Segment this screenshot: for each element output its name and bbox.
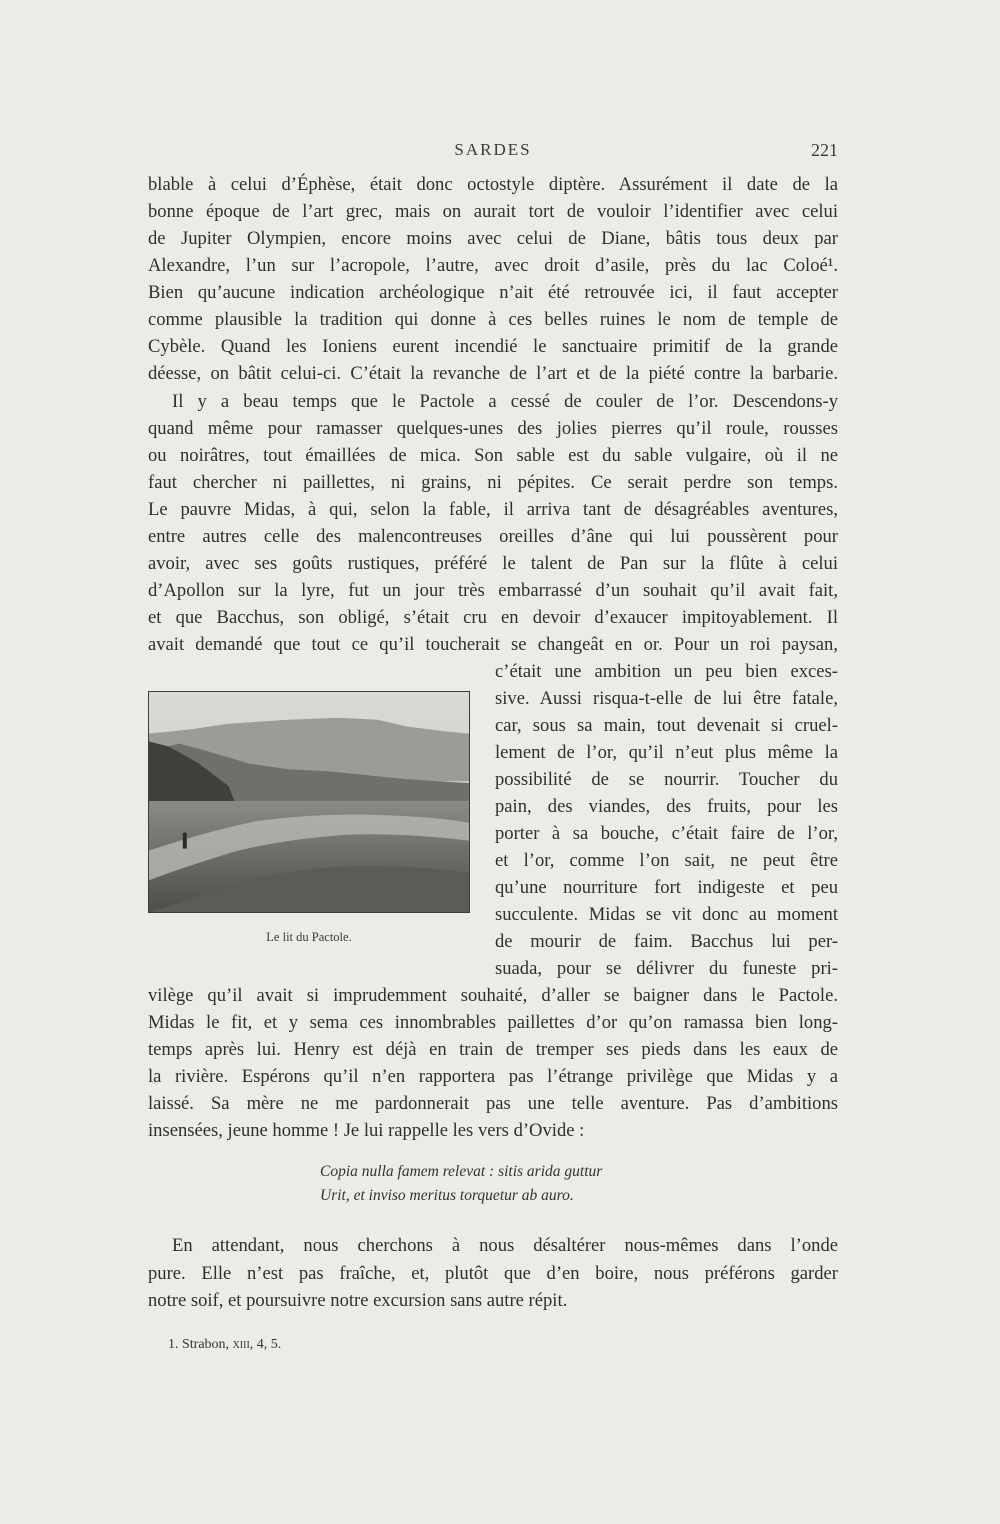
text-line: car, sous sa main, tout devenait si cruel- (495, 715, 838, 736)
text-line: de mourir de faim. Bacchus lui per- (495, 931, 838, 952)
text-line: entre autres celle des malencontreuses oreilles d’âne qui lui poussèrent pour (148, 526, 838, 547)
text-line: et l’or, comme l’on sait, ne peut être (495, 850, 838, 871)
text-line: Bien qu’aucune indication archéologique n’ait été retrouvée ici, il faut accepter (148, 282, 838, 303)
text-line: Alexandre, l’un sur l’acropole, l’autre, avec droit d’asile, près du lac Coloé¹. (148, 255, 838, 276)
page-header (148, 140, 838, 166)
text-line: succulente. Midas se vit donc au moment (495, 904, 838, 925)
footnote (168, 1337, 281, 1353)
text-line: d’Apollon sur la lyre, fut un jour très embarrassé d’un souhait qu’il avait fait, (148, 580, 838, 601)
text-line: blable à celui d’Éphèse, était donc octostyle diptère. Assurément il date de la (148, 174, 838, 195)
running-title: SARDES (454, 140, 532, 159)
text-line: avoir, avec ses goûts rustiques, préféré le talent de Pan sur la flûte à celui (148, 553, 838, 574)
text-line: qu’une nourriture fort indigeste et peu (495, 877, 838, 898)
text-line: faut chercher ni paillettes, ni grains, ni pépites. Ce serait perdre son temps. (148, 472, 838, 493)
text-line: bonne époque de l’art grec, mais on aurait tort de vouloir l’identifier avec celui (148, 201, 838, 222)
pactole-photograph (148, 691, 470, 913)
text-line: sive. Aussi risqua-t-elle de lui être fatale, (495, 688, 838, 709)
text-line: temps après lui. Henry est déjà en train de tremper ses pieds dans les eaux de (148, 1039, 838, 1060)
text-line: et que Bacchus, son obligé, s’était cru en devoir d’exaucer impitoyablement. Il (148, 607, 838, 628)
text-line: insensées, jeune homme ! Je lui rappelle les vers d’Ovide : (148, 1120, 585, 1141)
figure-caption: Le lit du Pactole. (266, 930, 352, 944)
text-line: Midas le fit, et y sema ces innombrables paillettes d’or qu’on ramassa bien long- (148, 1012, 838, 1033)
text-line: quand même pour ramasser quelques-unes des jolies pierres qu’il roule, rousses (148, 418, 838, 439)
text-line: avait demandé que tout ce qu’il toucherait se changeât en or. Pour un roi paysan, (148, 634, 838, 655)
text-line: Le pauvre Midas, à qui, selon la fable, il arriva tant de désagréables aventures, (148, 499, 838, 520)
text-line: déesse, on bâtit celui-ci. C’était la revanche de l’art et de la piété contre la barbarie. (148, 363, 838, 384)
page-number: 221 (811, 140, 838, 160)
text-line: Cybèle. Quand les Ioniens eurent incendié le sanctuaire primitif de la grande (148, 336, 838, 357)
text-line: pain, des viandes, des fruits, pour les (495, 796, 838, 817)
text-line: laissé. Sa mère ne me pardonnerait pas une telle aventure. Pas d’ambitions (148, 1093, 838, 1114)
text-line: notre soif, et poursuivre notre excursion sans autre répit. (148, 1290, 568, 1311)
text-line: comme plausible la tradition qui donne à ces belles ruines le nom de temple de (148, 309, 838, 330)
text-line: Il y a beau temps que le Pactole a cessé de couler de l’or. Descendons-y (172, 391, 838, 412)
text-line: porter à sa bouche, c’était faire de l’or, (495, 823, 838, 844)
verse-line: Copia nulla famem relevat : sitis arida guttur (320, 1163, 603, 1180)
verse-line: Urit, et inviso meritus torquetur ab auro. (320, 1187, 574, 1204)
footnote-number: 1. (168, 1337, 179, 1352)
text-line: la rivière. Espérons qu’il n’en rapportera pas l’étrange privilège que Midas y a (148, 1066, 838, 1087)
text-line: pure. Elle n’est pas fraîche, et, plutôt que d’en boire, nous préférons garder (148, 1263, 838, 1284)
text-line: c’était une ambition un peu bien exces- (495, 661, 838, 682)
footnote-author: Strabon, (182, 1337, 230, 1352)
text-line: vilège qu’il avait si imprudemment souhaité, d’aller se baigner dans le Pactole. (148, 985, 838, 1006)
text-line: de Jupiter Olympien, encore moins avec celui de Diane, bâtis tous deux par (148, 228, 838, 249)
text-line: possibilité de se nourrir. Toucher du (495, 769, 838, 790)
landscape-image (149, 692, 469, 912)
text-line: ou noirâtres, tout émaillées de mica. Son sable est du sable vulgaire, où il ne (148, 445, 838, 466)
text-line: lement de l’or, qu’il n’eut plus même la (495, 742, 838, 763)
footnote-reference: xiii, 4, 5. (232, 1337, 282, 1352)
text-line: En attendant, nous cherchons à nous désaltérer nous-mêmes dans l’onde (172, 1235, 838, 1256)
text-line: suada, pour se délivrer du funeste pri- (495, 958, 838, 979)
